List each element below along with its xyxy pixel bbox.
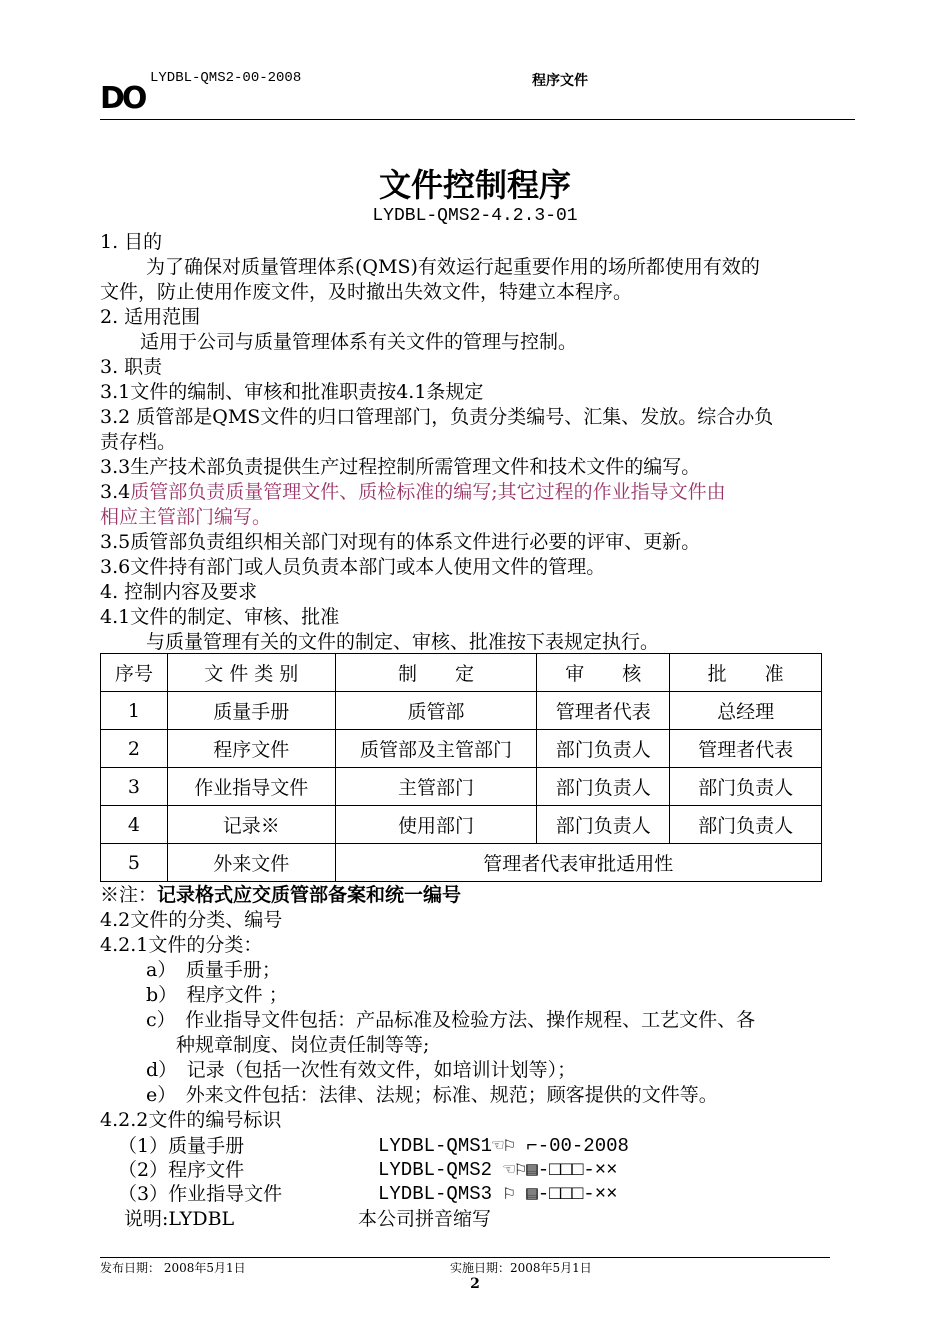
table-cell: 管理者代表: [670, 730, 822, 768]
section-4-2-1-heading: 4.2.1文件的分类：: [100, 934, 263, 956]
table-header-cell: 审 核: [537, 654, 670, 692]
page-title: 文件控制程序: [378, 166, 571, 204]
numbering-label-3: （3）作业指导文件: [118, 1183, 283, 1205]
numbering-code-1: LYDBL-QMS1☜⚐ ⌐-00-2008: [378, 1135, 629, 1157]
section-4-1-text: 与质量管理有关的文件的制定、审核、批准按下表规定执行。: [146, 631, 660, 653]
section-2-heading: 2. 适用范围: [100, 306, 201, 328]
section-3-3: 3.3生产技术部负责提供生产过程控制所需管理文件和技术文件的编写。: [100, 456, 701, 478]
list-item-c-line1: c） 作业指导文件包括：产品标准及检验方法、操作规程、工艺文件、各: [146, 1009, 756, 1031]
section-3-4-text: 质管部负责质量管理文件、质检标准的编写;其它过程的作业指导文件由: [130, 481, 726, 503]
table-row: [101, 844, 822, 882]
table-cell: 3: [101, 768, 168, 806]
section-3-4-line1: [100, 480, 726, 504]
table-cell: 部门负责人: [670, 768, 822, 806]
section-3-2-line1: 3.2 质管部是QMS文件的归口管理部门，负责分类编号、汇集、发放。综合办负: [100, 406, 774, 428]
header-divider: [100, 119, 855, 120]
table-cell: 使用部门: [335, 806, 537, 844]
list-item-d: d） 记录（包括一次性有效文件，如培训计划等）；: [146, 1059, 577, 1081]
table-row: [101, 692, 822, 730]
section-3-4-number: 3.4: [100, 481, 131, 503]
table-cell: 记录※: [167, 806, 335, 844]
section-3-2-line2: 责存档。: [100, 431, 177, 453]
table-header-cell: 文 件 类 别: [167, 654, 335, 692]
list-item-a: a） 质量手册；: [146, 959, 281, 981]
section-4-heading: 4. 控制内容及要求: [100, 581, 258, 603]
table-row: [101, 768, 822, 806]
table-cell: 1: [101, 692, 168, 730]
table-cell: 质管部及主管部门: [335, 730, 537, 768]
page-number: 2: [470, 1276, 480, 1292]
section-3-6: 3.6文件持有部门或人员负责本部门或本人使用文件的管理。: [100, 556, 606, 578]
table-cell: 5: [101, 844, 168, 882]
section-1-text-line2: 文件，防止使用作废文件，及时撤出失效文件，特建立本程序。: [100, 281, 633, 303]
footer-divider: [100, 1257, 830, 1258]
section-1-text-line1: 为了确保对质量管理体系(QMS)有效运行起重要作用的场所都使用有效的: [146, 256, 760, 278]
table-header-row: [101, 654, 822, 692]
section-4-1-heading: 4.1文件的制定、审核、批准: [100, 606, 340, 628]
company-logo: DO: [100, 81, 145, 116]
table-cell: 2: [101, 730, 168, 768]
table-header-cell: 批 准: [670, 654, 822, 692]
table-row: [101, 730, 822, 768]
table-cell: 外来文件: [167, 844, 335, 882]
list-item-c-line2: 种规章制度、岗位责任制等等;: [176, 1034, 430, 1056]
section-4-2-2-heading: 4.2.2文件的编号标识: [100, 1109, 282, 1131]
section-3-heading: 3. 职责: [100, 356, 163, 378]
section-4-2-heading: 4.2文件的分类、编号: [100, 909, 283, 931]
footer-issue-date: 发布日期： 2008年5月1日: [100, 1261, 246, 1275]
table-cell: 质量手册: [167, 692, 335, 730]
table-cell: 程序文件: [167, 730, 335, 768]
table-cell-merged: 管理者代表审批适用性: [335, 844, 821, 882]
table-note-text: 记录格式应交质管部备案和统一编号: [157, 884, 462, 906]
table-cell: 部门负责人: [670, 806, 822, 844]
table-row: [101, 806, 822, 844]
table-cell: 主管部门: [335, 768, 537, 806]
explain-text: 本公司拼音缩写: [358, 1208, 492, 1230]
table-cell: 总经理: [670, 692, 822, 730]
table-cell: 质管部: [335, 692, 537, 730]
numbering-code-2: LYDBL-QMS2 ☜⚐▤-□□□-××: [378, 1159, 618, 1181]
explain-label: 说明:LYDBL: [124, 1208, 235, 1230]
header-doc-type: 程序文件: [532, 73, 588, 89]
section-1-heading: 1. 目的: [100, 231, 163, 253]
table-note-prefix: ※注：: [100, 884, 158, 906]
table-cell: 管理者代表: [537, 692, 670, 730]
table-cell: 部门负责人: [537, 768, 670, 806]
section-3-1: 3.1文件的编制、审核和批准职责按4.1条规定: [100, 381, 484, 403]
header-doc-code: LYDBL-QMS2-00-2008: [150, 70, 302, 86]
section-3-5: 3.5质管部负责组织相关部门对现有的体系文件进行必要的评审、更新。: [100, 531, 701, 553]
footer-effective-date: 实施日期：2008年5月1日: [450, 1261, 592, 1275]
section-2-text: 适用于公司与质量管理体系有关文件的管理与控制。: [140, 331, 578, 353]
list-item-b: b） 程序文件 ；: [146, 984, 288, 1006]
table-note: [100, 883, 461, 907]
table-cell: 部门负责人: [537, 730, 670, 768]
list-item-e: e） 外来文件包括：法律、法规；标准、规范；顾客提供的文件等。: [146, 1084, 718, 1106]
table-header-cell: 制 定: [335, 654, 537, 692]
numbering-label-2: （2）程序文件: [118, 1159, 245, 1181]
table-header-cell: 序号: [101, 654, 168, 692]
numbering-code-3: LYDBL-QMS3 ⚐ ▤-□□□-××: [378, 1183, 618, 1205]
table-cell: 4: [101, 806, 168, 844]
section-3-4-line2: 相应主管部门编写。: [100, 506, 272, 528]
table-cell: 部门负责人: [537, 806, 670, 844]
doc-number: LYDBL-QMS2-4.2.3-01: [372, 206, 578, 226]
approval-table: [100, 653, 822, 882]
table-cell: 作业指导文件: [167, 768, 335, 806]
numbering-label-1: （1）质量手册: [118, 1135, 245, 1157]
